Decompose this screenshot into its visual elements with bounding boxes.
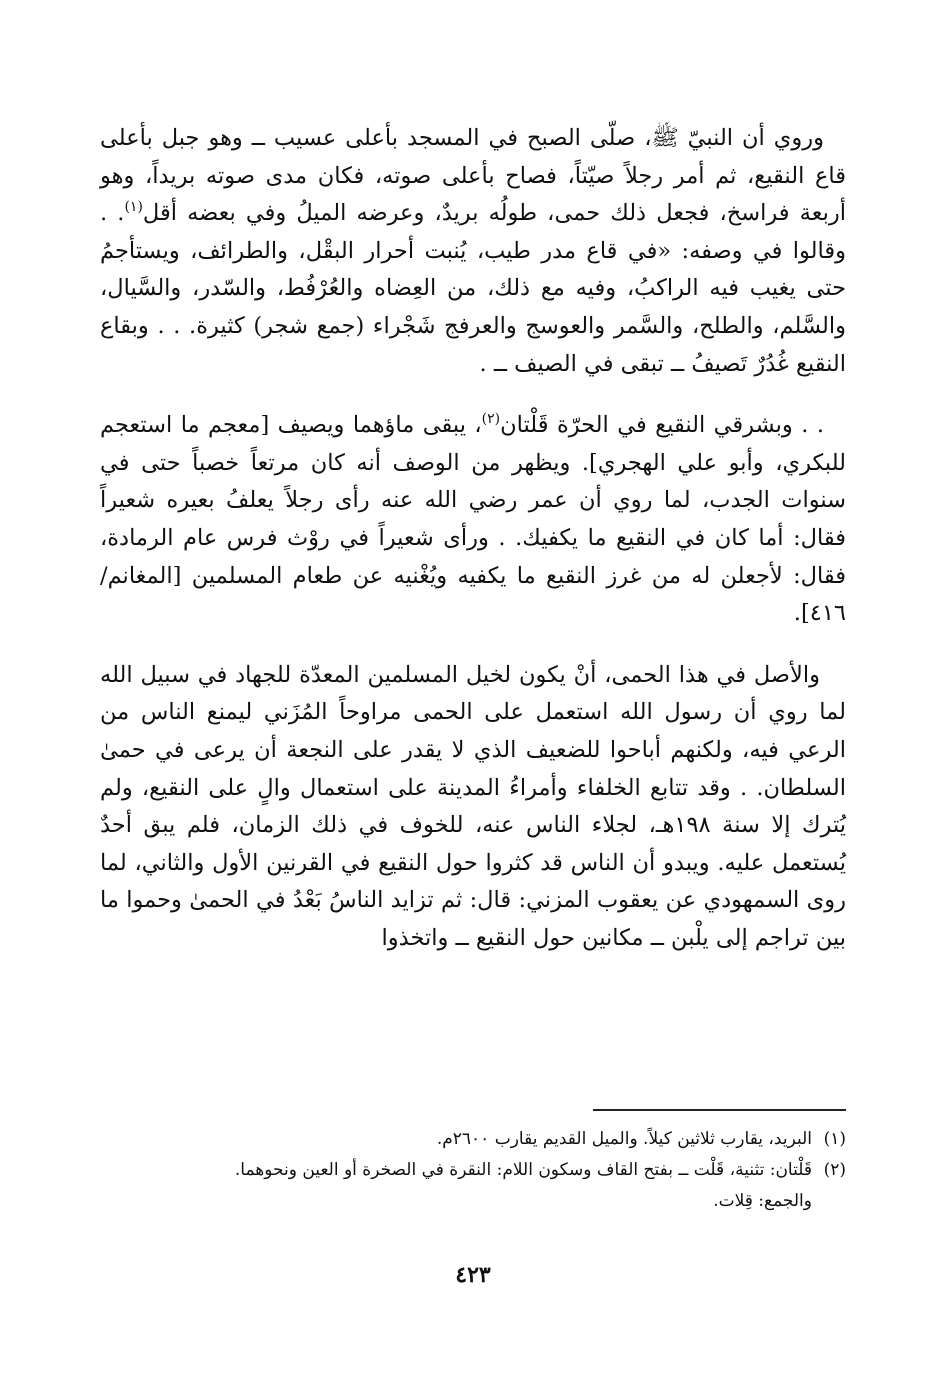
- footnote-1-text: البريد، يقارب ثلاثين كيلاً. والميل القديم يقارب ٢٦٠٠م.: [436, 1129, 812, 1149]
- footnote-1: [100, 1124, 846, 1155]
- paragraph-1-text: وروي أن النبيّ ﷺ، صلّى الصبح في المسجد بأعلى عسيب ــ وهو جبل بأعلى قاع النقيع، ثم أمر رجلاً صيّتاً، فصاح بأعلى صوته، فكان مدى صوته بريداً، وهو أربعة فراسخ، فجعل ذلك حمى، طولُه بريدٌ، وعرضه الميلُ وفي بعضه أقل: [100, 125, 846, 227]
- paragraph-2-text-cont: ، يبقى ماؤهما ويصيف [معجم ما استعجم للبكري، وأبو علي الهجري]. ويظهر من الوصف أنه كان مرتعاً خصباً حتى في سنوات الجدب، لما روي أن عمر رضي الله عنه رأى رجلاً يعلفُ بعيره شعيراً فقال: أما كان في النقيع ما يكفيك. . ورأى شعيراً في روْث فرس عام الرمادة، فقال: لأجعلن له من غرز النقيع ما يكفيه ويُغْنيه عن طعام المسلمين [المغانم/٤١٦].: [100, 412, 846, 627]
- footnote-ref-1: (١): [124, 199, 143, 216]
- page-number: ٤٢٣: [455, 1262, 491, 1288]
- paragraph-2-text: . . وبشرقي النقيع في الحرّة قَلْتان: [500, 412, 824, 439]
- footnote-1-number: (١): [823, 1129, 846, 1149]
- paragraph-3: والأصل في هذا الحمى، أنْ يكون لخيل المسلمين المعدّة للجهاد في سبيل الله لما روي أن رسول الله استعمل على الحمى مراوحاً المُزَني ليمنع الناس من الرعي فيه، ولكنهم أباحوا للضعيف الذي لا يقدر على النجعة أن يرعى في حمىٰ السلطان. . وقد تتابع الخلفاء وأمراءُ المدينة على استعمال والٍ على النقيع، ولم يُترك إلا سنة ١٩٨هـ، لجلاء الناس عنه، للخوف في ذلك الزمان، فلم يبق أحدٌ يُستعمل عليه. ويبدو أن الناس قد كثروا حول النقيع في القرنين الأول والثاني، لما روى السمهودي عن يعقوب المزني: قال: ثم تزايد الناسُ بَعْدُ في الحمىٰ وحموا ما بين تراجم إلى يلْبن ــ مكانين حول النقيع ــ واتخذوا: [100, 661, 846, 951]
- paragraph-1-text-cont: . . وقالوا في وصفه: «في قاع مدر طيب، يُنبت أحرار البقْل، والطرائف، ويستأجمُ حتى يغيب فيه الراكبُ، وفيه مع ذلك، من العِضاه والعُرْفُط، والسّدر، والسَّيال، والسَّلم، والطلح، والسَّمر والعوسج والعرفج شَجْراء (جمع شجر) كثيرة. . . وبقاع النقيع غُدُرٌ تَصيفُ ــ تبقى في الصيف ــ .: [100, 200, 846, 377]
- main-text: [100, 120, 846, 957]
- footnote-2-number: (٢): [823, 1160, 846, 1180]
- footnote-2-continuation: والجمع: قِلات.: [713, 1191, 812, 1211]
- footnotes: [100, 1124, 846, 1217]
- footnote-ref-2: (٢): [481, 411, 501, 428]
- footnote-2: [100, 1155, 846, 1186]
- footnote-divider: [593, 1109, 846, 1111]
- paragraph-2: [100, 407, 846, 633]
- paragraph-1: [100, 120, 846, 383]
- footnote-2-text: قَلْتان: تثنية، قَلْت ــ بفتح القاف وسكون اللام: النقرة في الصخرة أو العين ونحوهما.: [234, 1160, 812, 1180]
